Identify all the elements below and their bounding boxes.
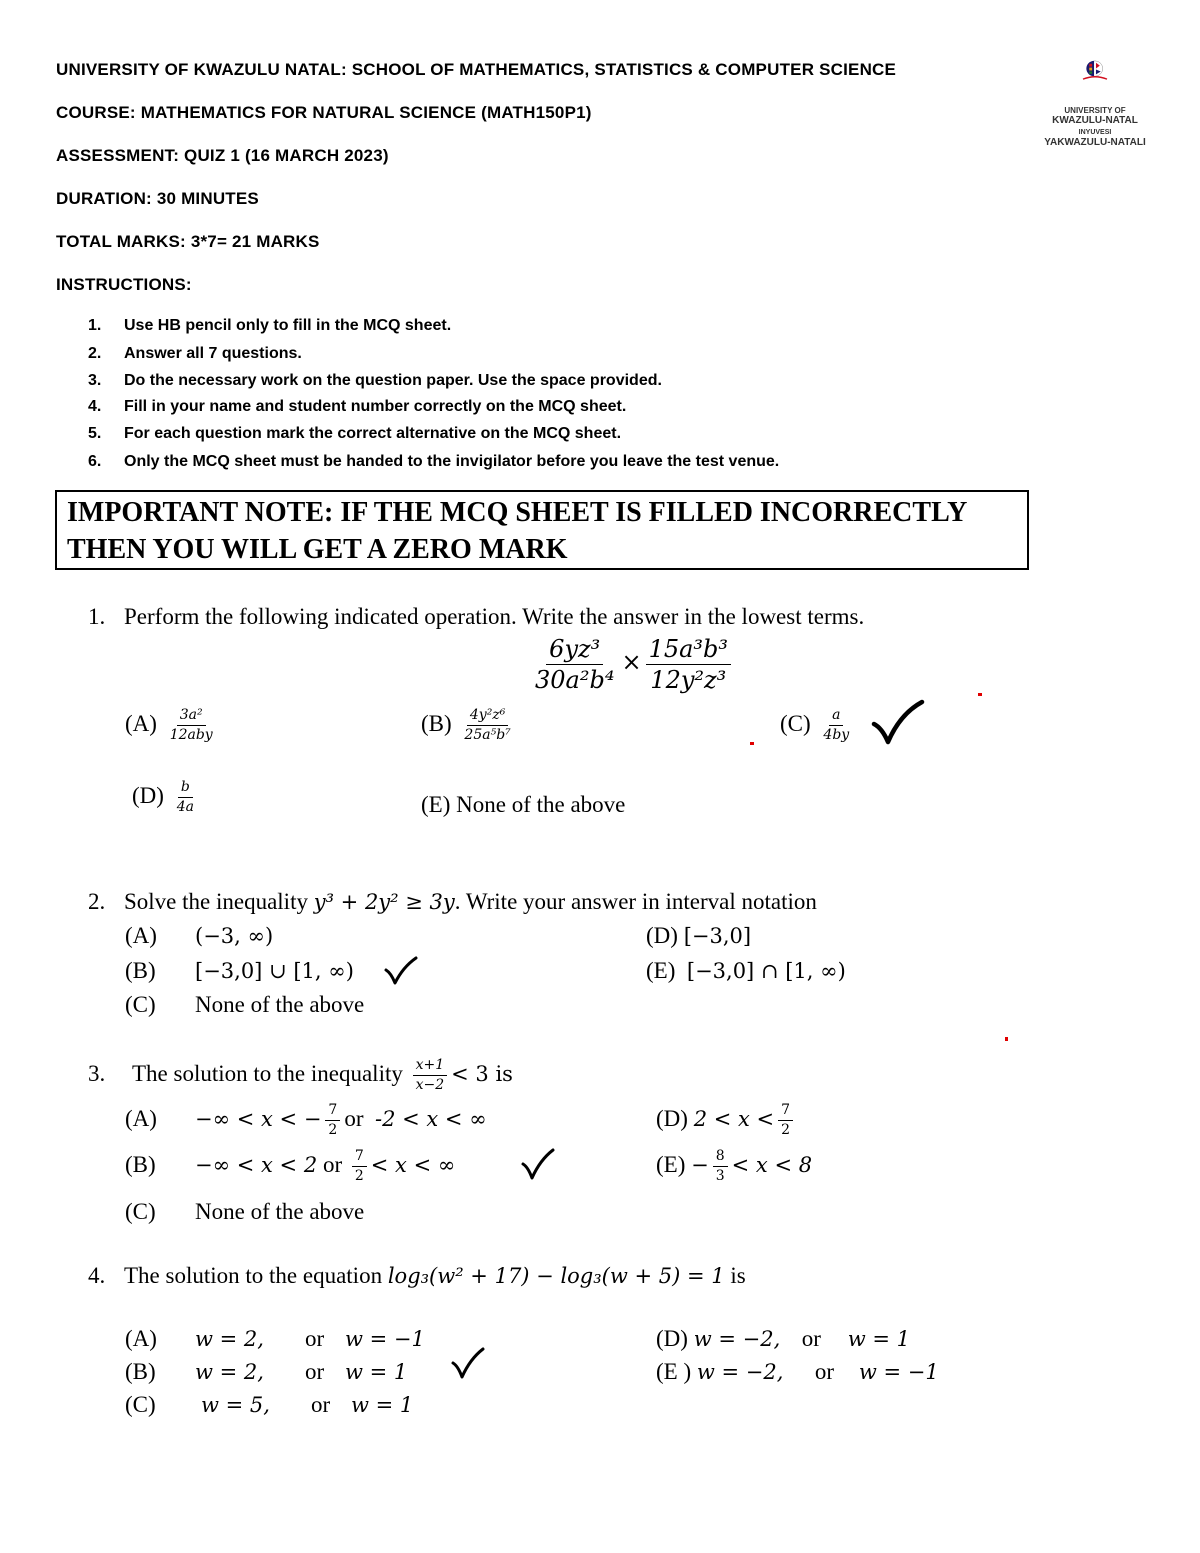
annotation-mark bbox=[978, 693, 982, 696]
header-duration: DURATION: 30 MINUTES bbox=[56, 189, 259, 208]
q4-option-e[interactable]: (E ) w = −2, or w = −1 bbox=[656, 1359, 939, 1384]
instruction-item: 4. Fill in your name and student number correctly on the MCQ sheet. bbox=[88, 398, 627, 415]
q1-option-b[interactable]: (B) $\frac{\text{4y²z⁶}}{\text{25a⁵b⁷}}$ bbox=[421, 707, 511, 744]
q3-option-a[interactable]: (A) −∞ < x < − $\frac{7}{2}$ or -2 < x < ∞ bbox=[125, 1102, 487, 1139]
q1-expression: $\frac{\text{6yz³}}{\text{30a²b⁴}}$ × $\frac{\text{15a³b³}}{\text{12y²z³}}$ bbox=[528, 636, 735, 694]
university-logo-icon bbox=[1040, 58, 1150, 106]
q3-option-c[interactable]: (C) None of the above bbox=[125, 1199, 365, 1224]
important-note-line1: IMPORTANT NOTE: IF THE MCQ SHEET IS FILLED INCORRECTLY bbox=[67, 497, 968, 528]
instruction-item: 2. Answer all 7 questions. bbox=[88, 345, 302, 362]
q3-option-e[interactable]: (E) − $\frac{8}{3}$ < x < 8 bbox=[656, 1148, 813, 1185]
instruction-item: 5. For each question mark the correct alternative on the MCQ sheet. bbox=[88, 425, 622, 442]
header-instructions-title: INSTRUCTIONS: bbox=[56, 275, 192, 294]
important-note-line2: THEN YOU WILL GET A ZERO MARK bbox=[67, 534, 568, 565]
q3-option-b[interactable]: (B) −∞ < x < 2 or $\frac{7}{2}$ < x < ∞ bbox=[125, 1148, 456, 1185]
question-1: 1. Perform the following indicated operation. Write the answer in the lowest terms. bbox=[88, 604, 865, 629]
question-4: 4. The solution to the equation log₃(w² + 17) − log₃(w + 5) = 1 is bbox=[88, 1263, 746, 1288]
header-university: UNIVERSITY OF KWAZULU NATAL: SCHOOL OF MATHEMATICS, STATISTICS & COMPUTER SCIENCE bbox=[56, 60, 897, 79]
q4-option-c[interactable]: (C) w = 5, or w = 1 bbox=[125, 1392, 414, 1417]
q4-option-a[interactable]: (A) w = 2, or w = −1 bbox=[125, 1326, 425, 1351]
q1-check-icon bbox=[870, 698, 926, 748]
q4-check-icon bbox=[450, 1346, 486, 1382]
q1-option-a[interactable]: (A) $\frac{\text{3a²}}{\text{12aby}}$ bbox=[125, 707, 213, 744]
q2-option-a[interactable]: (A) (−3, ∞) bbox=[125, 923, 274, 948]
header-course: COURSE: MATHEMATICS FOR NATURAL SCIENCE (MATH150P1) bbox=[56, 103, 592, 122]
q3-check-icon bbox=[520, 1147, 556, 1183]
q2-option-e[interactable]: (E) [−3,0] ∩ [1, ∞) bbox=[646, 958, 846, 983]
header-assessment: ASSESSMENT: QUIZ 1 (16 MARCH 2023) bbox=[56, 146, 389, 165]
header-total-marks: TOTAL MARKS: 3*7= 21 MARKS bbox=[56, 232, 320, 251]
q4-option-b[interactable]: (B) w = 2, or w = 1 bbox=[125, 1359, 408, 1384]
q1-option-c[interactable]: (C) $\frac{a}{4by}$ bbox=[780, 707, 850, 744]
logo-text-line3: INYUVESI bbox=[1078, 129, 1112, 136]
q2-option-d[interactable]: (D) [−3,0] bbox=[646, 923, 752, 948]
question-3: 3. The solution to the inequality $\frac{x+1}{x-2}$ < 3 is bbox=[88, 1057, 513, 1094]
question-2: 2. Solve the inequality y³ + 2y² ≥ 3y. Write your answer in interval notation bbox=[88, 889, 817, 914]
q2-option-b[interactable]: (B) [−3,0] ∪ [1, ∞) bbox=[125, 958, 354, 983]
logo-text-line4: YAKWAZULU-NATALI bbox=[1044, 137, 1146, 148]
logo-text-line1: UNIVERSITY OF bbox=[1064, 106, 1126, 115]
q4-option-d[interactable]: (D) w = −2, or w = 1 bbox=[656, 1326, 910, 1351]
q1-option-e[interactable]: (E) None of the above bbox=[421, 792, 626, 817]
instruction-item: 1. Use HB pencil only to fill in the MCQ sheet. bbox=[88, 317, 452, 334]
annotation-mark bbox=[1005, 1037, 1008, 1041]
q2-check-icon bbox=[383, 955, 419, 987]
logo-text-line2: KWAZULU-NATAL bbox=[1052, 115, 1138, 126]
annotation-mark bbox=[750, 742, 754, 745]
important-note-box bbox=[55, 490, 1029, 570]
instruction-item: 6. Only the MCQ sheet must be handed to the invigilator before you leave the test venue. bbox=[88, 453, 780, 470]
q1-option-d[interactable]: (D) $\frac{b}{4a}$ bbox=[132, 779, 194, 816]
q2-option-c[interactable]: (C) None of the above bbox=[125, 992, 365, 1017]
q3-option-d[interactable]: (D) 2 < x < $\frac{7}{2}$ bbox=[656, 1103, 797, 1139]
instruction-item: 3. Do the necessary work on the question paper. Use the space provided. bbox=[88, 372, 662, 389]
